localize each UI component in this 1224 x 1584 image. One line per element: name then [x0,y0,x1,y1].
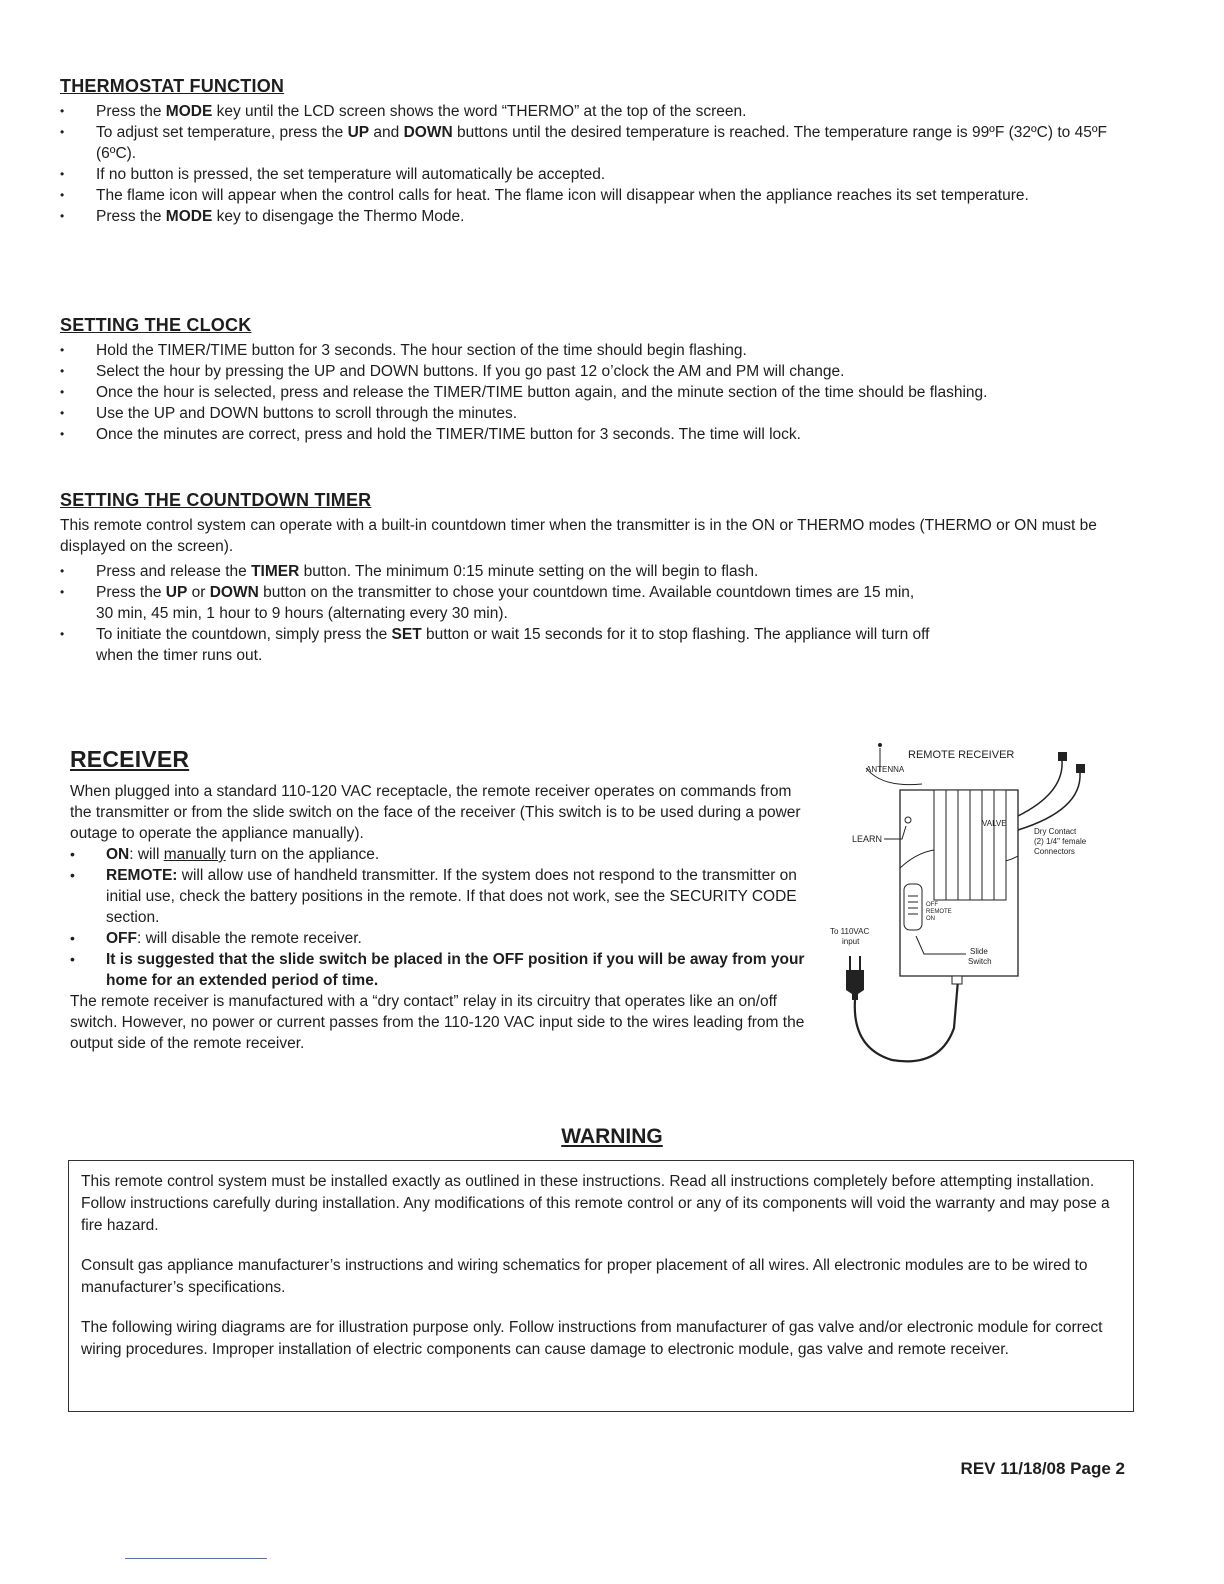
warning-paragraph: The following wiring diagrams are for illustration purpose only. Follow instructions from manufacturer of gas valve and/or electronic module for correct wiring procedures. Improper installation of electric components can cause damage to electronic module, gas valve and remote receiver. [81,1319,1103,1358]
receiver-list [70,844,805,991]
clock-section [60,315,1124,445]
connector-icon [1058,752,1067,761]
timer-section [60,490,1124,666]
thermostat-section [60,76,1124,227]
remote-receiver-label: REMOTE RECEIVER [908,749,1015,761]
list-item: • OFF: will disable the remote receiver. [70,928,805,949]
warning-paragraph: This remote control system must be installed exactly as outlined in these instructions. Read all instructions completely before attempting installation. Follow instructions carefully during installation. Any modifications of this remote control or any of its components will void the warranty and may pose a fire hazard. [81,1173,1110,1234]
slide-switch-label: Switch [968,957,992,966]
warning-box [68,1160,1134,1412]
footer-rule [125,1558,267,1559]
list-item: • Once the hour is selected, press and release the TIMER/TIME button again, and the minute section of the time should be flashing. [60,382,1124,403]
list-item: • ON: will manually turn on the appliance. [70,844,805,865]
list-item: • Use the UP and DOWN buttons to scroll through the minutes. [60,403,1124,424]
cord-strain-relief [952,976,962,984]
thermostat-heading: THERMOSTAT FUNCTION [60,76,285,96]
list-item: • Press the MODE key until the LCD screen shows the word “THERMO” at the top of the screen. [60,101,1124,122]
timer-heading: SETTING THE COUNTDOWN TIMER [60,490,372,510]
slide-switch-label: Slide [970,947,988,956]
dry-contact-label: Dry Contact [1034,827,1077,836]
warning-paragraph: Consult gas appliance manufacturer’s instructions and wiring schematics for proper placement of all wires. All electronic modules are to be wired to manufacturer’s specifications. [81,1257,1088,1296]
input-label: input [842,937,860,946]
connector-icon [1076,764,1085,773]
list-item: • REMOTE: will allow use of handheld transmitter. If the system does not respond to the transmitter on initial use, check the battery positions in the remote. If that does not work, see the SECURITY CODE section. [70,865,805,928]
list-item: • Press the MODE key to disengage the Thermo Mode. [60,206,1124,227]
receiver-outro: The remote receiver is manufactured with a “dry contact” relay in its circuitry that operates like an on/off switch. However, no power or current passes from the 110-120 VAC input side to the wires leading from the output side of the remote receiver. [70,993,805,1052]
list-item: • To adjust set temperature, press the UP and DOWN buttons until the desired temperature is reached. The temperature range is 99ºF (32ºC) to 45ºF (6ºC). [60,122,1124,164]
connector-wire [1018,761,1062,816]
switch-off-label: OFF [926,902,938,908]
list-item: • Select the hour by pressing the UP and DOWN buttons. If you go past 12 o’clock the AM and PM will change. [60,361,1124,382]
warning-heading: WARNING [561,1125,663,1148]
receiver-heading: RECEIVER [70,746,190,772]
connector-wire [1018,773,1080,830]
timer-intro: This remote control system can operate with a built-in countdown timer when the transmitter is in the ON or THERMO modes (THERMO or ON must be displayed on the screen). [60,517,1097,555]
dry-contact-label: (2) 1/4" female [1034,837,1087,846]
list-item: • If no button is pressed, the set temperature will automatically be accepted. [60,164,1124,185]
list-item: • Once the minutes are correct, press and hold the TIMER/TIME button for 3 seconds. The time will lock. [60,424,1124,445]
list-item: • The flame icon will appear when the control calls for heat. The flame icon will disappear when the appliance reaches its set temperature. [60,185,1124,206]
page-footer: REV 11/18/08 Page 2 [960,1459,1125,1478]
plug-icon [846,970,864,1000]
dry-contact-label: Connectors [1034,847,1075,856]
clock-heading: SETTING THE CLOCK [60,315,252,335]
thermostat-list [60,101,1124,227]
antenna-label: ANTENNA [866,765,905,774]
receiver-diagram [822,738,1102,1078]
learn-label: LEARN [852,834,883,844]
receiver-section [70,746,805,1054]
receiver-intro: When plugged into a standard 110-120 VAC receptacle, the remote receiver operates on commands from the transmitter or from the slide switch on the face of the receiver (This switch is to be used during a power outage to operate the appliance manually). [70,783,801,842]
valve-label: VALVE [982,819,1007,828]
input-label: To 110VAC [830,927,870,936]
power-cord [855,980,958,1061]
list-item: • It is suggested that the slide switch be placed in the OFF position if you will be away from your home for an extended period of time. [70,949,805,991]
list-item: • Press and release the TIMER button. The minimum 0:15 minute setting on the will begin to flash. [60,561,1124,582]
clock-list [60,340,1124,445]
switch-remote-label: REMOTE [926,909,952,915]
timer-list [60,561,1124,666]
list-item: • Hold the TIMER/TIME button for 3 seconds. The hour section of the time should begin flashing. [60,340,1124,361]
list-item: • To initiate the countdown, simply press the SET button or wait 15 seconds for it to stop flashing. The appliance will turn off when the timer runs out. [60,624,1124,666]
switch-on-label: ON [926,916,935,922]
antenna-tip [878,743,882,747]
list-item: • Press the UP or DOWN button on the transmitter to chose your countdown time. Available countdown times are 15 min, 30 min, 45 min, 1 hour to 9 hours (alternating every 30 min). [60,582,1124,624]
